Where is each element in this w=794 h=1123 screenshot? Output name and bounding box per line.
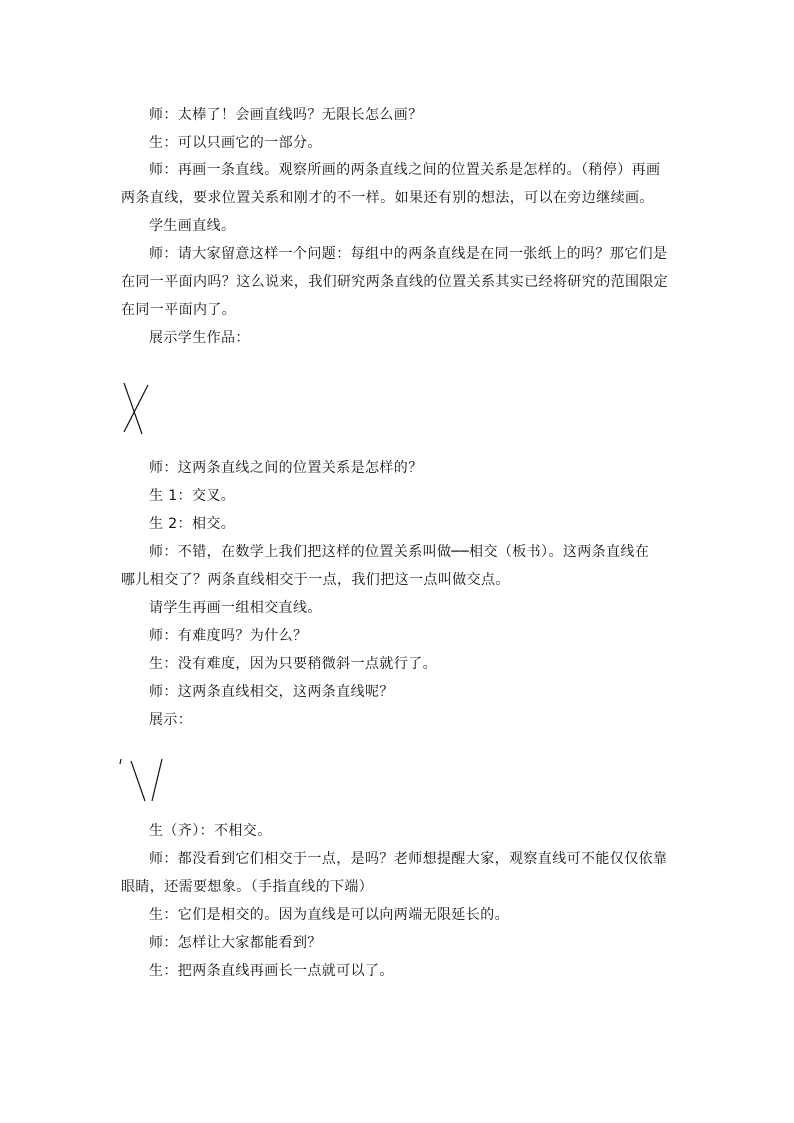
- paragraph-line: 生：把两条直线再画长一点就可以了。: [149, 963, 394, 979]
- figure-line-tick: [120, 759, 121, 764]
- paragraph-line: 两条直线，要求位置关系和刚才的不一样。如果还有别的想法，可以在旁边继续画。: [121, 190, 654, 206]
- paragraph-line: 师：这两条直线之间的位置关系是怎样的？: [149, 460, 423, 476]
- paragraph-line: 师：都没看到它们相交于一点，是吗？老师想提醒大家，观察直线可不能仅仅依靠: [149, 851, 668, 867]
- paragraph-line: 请学生再画一组相交直线。: [149, 600, 322, 616]
- paragraph-line: 学生画直线。: [149, 218, 236, 234]
- paragraph-line: 哪儿相交了？两条直线相交于一点，我们把这一点叫做交点。: [121, 572, 510, 588]
- paragraph-line: 生：没有难度，因为只要稍微斜一点就行了。: [149, 656, 437, 672]
- paragraph-line: 师：不错，在数学上我们把这样的位置关系叫做──相交（板书）。这两条直线在: [149, 544, 650, 560]
- paragraph-line: 展示学生作品：: [149, 330, 250, 346]
- paragraph-line: 师：怎样让大家都能看到？: [149, 935, 322, 951]
- figure-line-right: [152, 759, 162, 801]
- non-meeting-lines-figure: [117, 755, 169, 807]
- paragraph-line: 生 1：交叉。: [149, 488, 236, 504]
- paragraph-line: 展示：: [149, 712, 193, 728]
- paragraph-line: 生（齐）：不相交。: [149, 823, 272, 839]
- intersecting-lines-figure: [118, 378, 158, 438]
- paragraph-line: 生：它们是相交的。因为直线是可以向两端无限延长的。: [149, 907, 509, 923]
- paragraph-line: 在同一平面内了。: [121, 302, 237, 318]
- figure-line-left: [131, 761, 145, 801]
- paragraph-line: 师：太棒了！会画直线吗？无限长怎么画？: [149, 107, 423, 123]
- paragraph-line: 师：再画一条直线。观察所画的两条直线之间的位置关系是怎样的。（稍停）再画: [149, 162, 661, 178]
- paragraph-line: 生 2：相交。: [149, 516, 236, 532]
- paragraph-line: 在同一平面内吗？这么说来，我们研究两条直线的位置关系其实已经将研究的范围限定: [121, 274, 669, 290]
- paragraph-line: 生：可以只画它的一部分。: [149, 135, 322, 151]
- paragraph-line: 眼睛，还需要想象。（手指直线的下端）: [121, 879, 374, 895]
- paragraph-line: 师：请大家留意这样一个问题：每组中的两条直线是在同一张纸上的吗？那它们是: [149, 246, 668, 262]
- paragraph-line: 师：有难度吗？为什么？: [149, 628, 308, 644]
- paragraph-line: 师：这两条直线相交，这两条直线呢？: [149, 684, 394, 700]
